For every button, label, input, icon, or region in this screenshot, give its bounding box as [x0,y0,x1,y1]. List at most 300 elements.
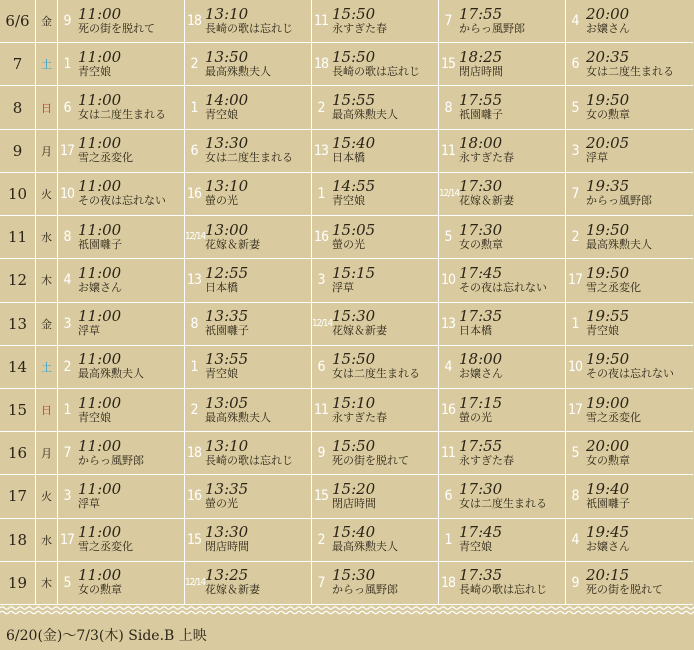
weekday-cell: 水 [36,216,58,259]
show-time: 15:10 [332,393,376,412]
showing-cell [439,303,566,346]
showing-cell [58,130,185,173]
program-number: 18 [440,574,456,591]
showing-info [203,93,248,122]
film-title: 最高殊勲夫人 [205,64,271,78]
program-number: 7 [317,574,325,591]
showing-cell [185,519,312,562]
program-number: 10 [567,358,583,375]
film-title: 螢の光 [459,410,492,424]
program-number: 8 [571,488,579,505]
program-number: 16 [186,488,202,505]
showing-cell [566,432,693,475]
film-title: 祇園囃子 [78,237,122,251]
showing-cell [58,303,185,346]
show-time: 15:55 [332,91,376,110]
program-number: 5 [571,445,579,462]
showing-info [330,4,387,36]
film-title: 女の勲章 [459,237,503,251]
show-time: 11:00 [78,479,122,498]
show-time: 15:50 [332,350,376,369]
film-title: その夜は忘れない [586,367,674,381]
show-time: 14:00 [205,91,249,110]
showing-cell [58,475,185,518]
showing-info [330,263,376,295]
showing-info [457,136,514,165]
program-number: 10 [59,185,75,202]
film-title: 女は二度生まれる [78,108,166,122]
film-title: 死の街を脱れて [332,453,409,467]
showing-info [76,93,166,122]
show-time: 18:00 [459,350,503,369]
film-title: からっ風野郎 [332,583,398,597]
program-number: 1 [63,56,71,73]
weekday-cell: 火 [36,475,58,518]
program-number: 1 [190,99,198,116]
film-title: 螢の光 [332,237,365,251]
showing-info [76,393,122,425]
showing-info [330,136,375,165]
date-cell: 6/6 [0,0,36,43]
showing-info [584,479,630,511]
show-time: 17:55 [459,91,503,110]
program-number: 10 [440,272,456,289]
showing-info [330,220,376,252]
show-time: 15:50 [332,436,376,455]
show-time: 11:00 [78,91,122,110]
film-title: 閉店時間 [332,496,376,510]
showing-cell [58,432,185,475]
showing-info [457,479,547,511]
showing-cell [312,303,439,346]
film-title: 永すぎた春 [332,410,387,424]
showing-info [203,393,271,425]
show-time: 19:40 [586,479,630,498]
date-cell: 13 [0,303,36,346]
showing-cell [312,389,439,432]
showing-info [584,525,630,554]
showing-cell [566,216,693,259]
showing-info [584,136,629,165]
showing-info [584,393,641,425]
showing-info [203,479,249,511]
showing-info [203,352,248,381]
program-number: 13 [440,315,456,332]
showing-info [330,179,375,208]
showing-info [76,568,122,597]
show-time: 15:40 [332,523,376,542]
weekday-cell: 月 [36,130,58,173]
program-number: 3 [63,315,71,332]
film-title: からっ風野郎 [78,453,144,467]
showing-info [203,47,271,79]
show-time: 17:55 [459,436,503,455]
date-cell: 8 [0,86,36,129]
showing-cell [58,43,185,86]
screening-period-note: 6/20(金)〜7/3(木) Side.B 上映 [6,628,207,644]
showing-cell [566,86,693,129]
film-title: 雪之丞変化 [586,280,641,294]
film-title: からっ風野郎 [586,194,652,208]
show-time: 20:15 [586,566,630,585]
program-number: 2 [317,531,325,548]
showing-info [76,263,122,295]
program-number: 6 [63,99,71,116]
film-title: お嬢さん [586,21,630,35]
show-time: 13:30 [205,523,249,542]
showing-cell [566,173,693,216]
program-number: 6 [190,142,198,159]
film-title: 閉店時間 [459,64,503,78]
program-number: 16 [313,229,329,246]
program-number: 1 [444,531,452,548]
showing-info [584,309,629,338]
showing-cell [185,303,312,346]
film-title: 最高殊勲夫人 [78,367,144,381]
showing-info [584,93,630,122]
film-title: 青空娘 [78,64,111,78]
program-number: 3 [63,488,71,505]
program-number: 13 [186,272,202,289]
showing-info [76,47,122,79]
program-number: 1 [190,358,198,375]
show-time: 19:50 [586,91,630,110]
program-number: 2 [190,56,198,73]
showing-info [203,179,248,208]
film-title: 永すぎた春 [459,453,514,467]
date-cell: 10 [0,173,36,216]
show-time: 17:30 [459,177,503,196]
film-title: 永すぎた春 [459,151,514,165]
film-title: 青空娘 [205,108,238,122]
showing-cell [58,216,185,259]
show-time: 11:00 [78,47,122,66]
show-time: 19:50 [586,263,630,282]
showing-cell [312,432,439,475]
program-number: 15 [313,488,329,505]
showing-cell [439,259,566,302]
showing-cell [185,389,312,432]
film-title: 浮草 [332,280,354,294]
program-number: 12/14 [312,317,332,329]
show-time: 13:05 [205,393,249,412]
date-cell: 19 [0,562,36,605]
film-title: 長崎の歌は忘れじ [205,453,293,467]
weekday-cell: 月 [36,432,58,475]
film-title: 死の街を脱れて [586,583,663,597]
film-title: 女の勲章 [78,583,122,597]
date-cell: 17 [0,475,36,518]
showing-cell [185,216,312,259]
program-number: 7 [571,185,579,202]
film-title: 花嫁＆新妻 [459,194,514,208]
show-time: 15:40 [332,134,376,153]
weekday-cell: 火 [36,173,58,216]
showing-cell [439,173,566,216]
showing-cell [58,519,185,562]
film-title: 青空娘 [332,194,365,208]
program-number: 1 [63,402,71,419]
show-time: 20:00 [586,436,630,455]
showing-info [584,179,652,208]
film-title: 花嫁＆新妻 [205,583,260,597]
program-number: 17 [567,272,583,289]
show-time: 13:25 [205,566,249,585]
showing-info [457,93,503,122]
showing-cell [439,519,566,562]
showing-info [76,525,133,554]
showing-info [457,393,503,425]
show-time: 11:00 [78,134,122,153]
showing-cell [185,86,312,129]
program-number: 1 [571,315,579,332]
film-title: 永すぎた春 [332,21,387,35]
program-number: 9 [571,574,579,591]
showing-info [457,47,503,79]
showing-cell [312,562,439,605]
show-time: 15:15 [332,263,376,282]
film-title: お嬢さん [459,367,503,381]
film-title: その夜は忘れない [78,194,166,208]
show-time: 18:00 [459,134,503,153]
film-title: 女は二度生まれる [332,367,420,381]
showing-info [330,393,387,425]
show-time: 11:00 [78,566,122,585]
program-number: 2 [63,358,71,375]
showing-info [203,4,293,36]
film-title: 長崎の歌は忘れじ [205,21,293,35]
date-cell: 15 [0,389,36,432]
showing-info [457,352,503,381]
weekday-cell: 日 [36,86,58,129]
showing-info [76,352,144,381]
showing-info [330,47,420,79]
showing-info [76,4,155,36]
show-time: 15:20 [332,479,376,498]
showing-cell [312,86,439,129]
program-number: 15 [186,531,202,548]
film-title: その夜は忘れない [459,280,547,294]
film-title: 日本橋 [205,280,238,294]
program-number: 18 [186,13,202,30]
showing-cell [58,562,185,605]
showing-info [457,309,502,338]
wavy-divider [0,604,694,616]
film-title: 青空娘 [205,367,238,381]
show-time: 17:30 [459,479,503,498]
film-title: 女の勲章 [586,453,630,467]
show-time: 20:05 [586,134,630,153]
showing-info [584,263,641,295]
showing-cell [439,475,566,518]
program-number: 11 [440,445,456,462]
date-cell: 11 [0,216,36,259]
showing-cell [566,303,693,346]
weekday-cell: 土 [36,43,58,86]
film-title: からっ風野郎 [459,21,525,35]
showing-info [584,352,674,381]
film-title: 浮草 [78,324,100,338]
show-time: 13:35 [205,307,249,326]
showing-cell [185,259,312,302]
program-number: 11 [440,142,456,159]
showing-cell [312,346,439,389]
showing-cell [312,130,439,173]
program-number: 6 [571,56,579,73]
program-number: 4 [571,13,579,30]
show-time: 11:00 [78,4,122,23]
show-time: 15:30 [332,307,376,326]
showing-info [584,568,663,597]
showing-cell [566,0,693,43]
show-time: 20:00 [586,4,630,23]
showing-cell [439,389,566,432]
show-time: 19:50 [586,220,630,239]
program-number: 1 [317,185,325,202]
showing-info [76,436,144,468]
program-number: 7 [444,13,452,30]
showing-info [76,136,133,165]
program-number: 8 [190,315,198,332]
showing-cell [312,259,439,302]
showing-info [457,525,502,554]
film-title: 最高殊勲夫人 [586,237,652,251]
film-title: 最高殊勲夫人 [332,540,398,554]
showing-cell [58,389,185,432]
show-time: 15:30 [332,566,376,585]
weekday-cell: 日 [36,389,58,432]
showing-cell [312,173,439,216]
showing-info [203,220,260,252]
weekday-cell: 木 [36,562,58,605]
show-time: 13:00 [205,220,249,239]
show-time: 14:55 [332,177,376,196]
film-title: 長崎の歌は忘れじ [459,583,547,597]
showing-cell [566,43,693,86]
show-time: 13:35 [205,479,249,498]
showing-info [330,93,398,122]
showing-info [330,525,398,554]
program-number: 6 [444,488,452,505]
weekday-cell: 土 [36,346,58,389]
showing-cell [58,346,185,389]
showing-info [76,479,122,511]
showing-cell [185,0,312,43]
showing-info [457,568,547,597]
film-title: 花嫁＆新妻 [332,324,387,338]
program-number: 13 [313,142,329,159]
date-cell: 12 [0,259,36,302]
film-title: 雪之丞変化 [78,151,133,165]
show-time: 11:00 [78,393,122,412]
show-time: 13:10 [205,4,249,23]
film-title: 最高殊勲夫人 [332,108,398,122]
program-number: 16 [186,185,202,202]
show-time: 17:45 [459,263,503,282]
film-title: 長崎の歌は忘れじ [332,64,420,78]
show-time: 13:55 [205,350,249,369]
film-title: 雪之丞変化 [586,410,641,424]
film-title: 浮草 [586,151,608,165]
showing-info [457,220,503,252]
showing-info [76,179,166,208]
showing-cell [439,216,566,259]
show-time: 19:00 [586,393,630,412]
showing-info [457,179,514,208]
film-title: 祇園囃子 [586,496,630,510]
program-number: 7 [63,445,71,462]
show-time: 17:15 [459,393,503,412]
showing-info [457,4,525,36]
program-number: 2 [317,99,325,116]
show-time: 11:00 [78,307,122,326]
showing-info [76,309,121,338]
show-time: 11:00 [78,177,122,196]
showing-cell [566,130,693,173]
program-number: 17 [567,402,583,419]
show-time: 11:00 [78,220,122,239]
showing-cell [185,475,312,518]
show-time: 13:10 [205,177,249,196]
date-cell: 7 [0,43,36,86]
showing-info [457,436,514,468]
showing-cell [439,43,566,86]
program-number: 11 [313,13,329,30]
program-number: 9 [317,445,325,462]
film-title: 女の勲章 [586,108,630,122]
date-cell: 16 [0,432,36,475]
showing-cell [439,0,566,43]
showing-info [584,220,652,252]
program-number: 3 [317,272,325,289]
showing-info [76,220,122,252]
film-title: 祇園囃子 [205,324,249,338]
film-title: 青空娘 [459,540,492,554]
showing-cell [185,43,312,86]
program-number: 4 [571,531,579,548]
program-number: 12/14 [439,187,459,199]
showing-info [330,352,420,381]
showing-info [330,309,387,338]
film-title: 日本橋 [332,151,365,165]
showing-cell [185,432,312,475]
show-time: 11:00 [78,436,122,455]
show-time: 11:00 [78,263,122,282]
show-time: 17:35 [459,307,503,326]
film-title: 女は二度生まれる [205,151,293,165]
show-time: 11:00 [78,523,122,542]
program-number: 8 [444,99,452,116]
show-time: 19:50 [586,350,630,369]
showing-cell [185,346,312,389]
program-number: 17 [59,142,75,159]
film-title: 螢の光 [205,496,238,510]
film-title: 閉店時間 [205,540,249,554]
film-title: 花嫁＆新妻 [205,237,260,251]
film-title: 雪之丞変化 [78,540,133,554]
showing-info [457,263,547,295]
showing-cell [566,259,693,302]
program-number: 12/14 [185,576,205,588]
showing-info [203,136,293,165]
show-time: 17:55 [459,4,503,23]
film-title: 女は二度生まれる [586,64,674,78]
show-time: 17:45 [459,523,503,542]
show-time: 18:25 [459,47,503,66]
film-title: 螢の光 [205,194,238,208]
showing-cell [58,86,185,129]
show-time: 15:50 [332,4,376,23]
